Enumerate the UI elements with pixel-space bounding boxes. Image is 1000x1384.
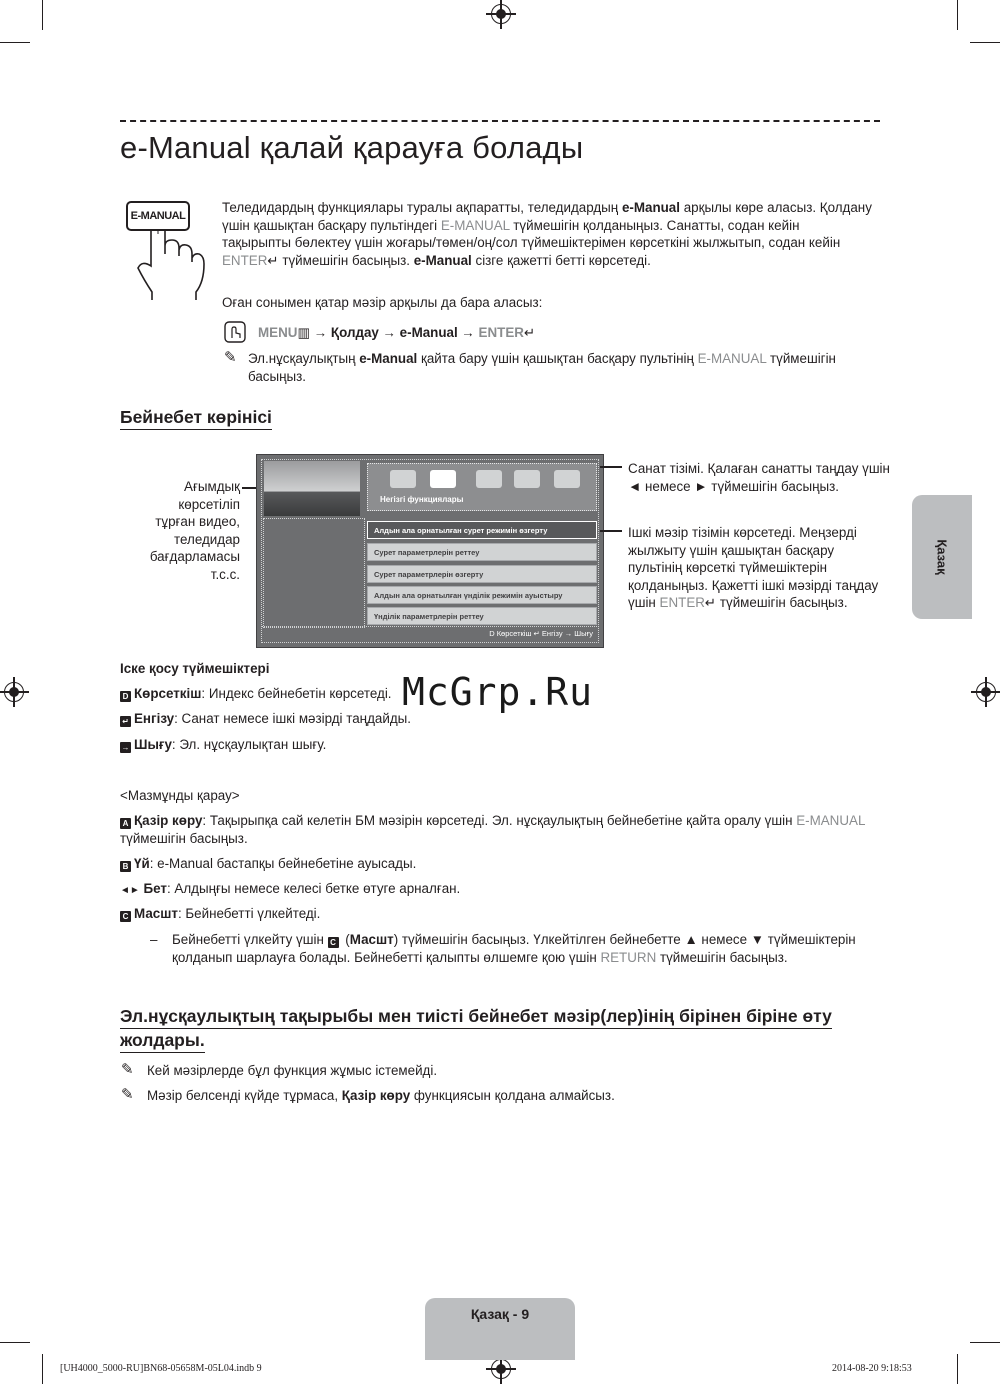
home-item: B Үй: e-Manual бастапқы бейнебетіне ауысады. [120,855,880,873]
page-number-tab [425,1298,575,1360]
submenu-item[interactable]: Алдын ала орнатылған сурет режимін өзгерту [367,521,597,539]
screen-heading: Бейнебет көрінісі [120,407,272,430]
crop-mark [0,42,30,43]
content-heading: <Мазмұнды қарау> [120,788,240,803]
category-bar [367,463,597,511]
category-icon[interactable] [514,470,540,488]
c-key-icon: C [120,911,131,922]
callout-line [600,466,622,468]
submenu-item[interactable]: Сурет параметрлерін реттеу [367,543,597,561]
crop-mark [42,1354,43,1384]
video-thumbnail [264,461,360,516]
section3-note: Мәзір белсенді күйде тұрмаса, Қазір көру функциясын қолдана алмайсыз. [147,1088,615,1103]
category-icon[interactable] [430,470,456,488]
category-icon[interactable] [390,470,416,488]
submenu-item[interactable]: Үнділік параметрлерін реттеу [367,607,597,625]
intro-note: Эл.нұсқаулықтың e-Manual қайта бару үшін қашықтан басқару пультінің E-MANUAL түймешігін басыңыз. [248,351,836,384]
right-callout-category: Санат тізімі. Қалаған санатты таңдау үшін ◄ немесе ► түймешігін басыңыз. [628,461,890,494]
right-callout-submenu: Ішкі мәзір тізімін көрсетеді. Меңзерді жылжыту үшін қашықтан басқару пультінің көрсеткі түймешіктерін қолданыңыз. Қажетті ішкі мәзірді таңдау үшін ENTER↵ түймешігін басыңыз. [628,525,879,610]
registration-mark-icon [491,4,511,24]
menu-grid-icon: ▥ [297,325,311,340]
crop-mark [957,1354,958,1384]
menu-hand-icon [224,321,246,343]
title-rule [120,120,880,122]
language-tab [912,495,972,619]
crop-mark [957,0,958,30]
b-key-icon: B [120,861,131,872]
zoom-item: C Масшт: Бейнебетті үлкейтеді. [120,905,880,923]
registration-mark-icon [491,1359,511,1379]
category-icon[interactable] [554,470,580,488]
exit-key-icon: → [121,743,130,752]
button-item: → Шығу: Эл. нұсқаулықтан шығу. [121,737,327,752]
button-item: ↵ Енгізу: Санат немесе ішкі мәзірді таңдайды. [120,710,720,728]
page-item: ◄► Бет: Алдыңғы немесе келесі бетке өтуге арналған. [120,881,461,896]
section3-heading-line1: Эл.нұсқаулықтың тақырыбы мен тиісті бейнебет мәзір(лер)інің бірінен біріне өту [120,1006,832,1029]
category-label: Негізгі функциялары [380,495,464,504]
imprint-left: [UH4000_5000-RU]BN68-05658M-05L04.indb 9 [60,1363,262,1374]
left-callout: Ағымдық көрсетіліп тұрған видео, теледидар бағдарламасы т.с.с. [149,479,240,582]
button-item: D Көрсеткіш: Индекс бейнебетін көрсетеді. [120,685,720,703]
e-manual-screen [256,454,604,648]
page-title: e-Manual қалай қарауға болады [120,130,584,165]
pencil-note-icon: ✎ [224,349,237,366]
page-number: Қазақ - 9 [470,1306,530,1322]
pencil-note-icon: ✎ [121,1086,134,1103]
enter-key-icon: ↵ [120,716,131,727]
crop-mark [970,1342,1000,1343]
intro-menu-paragraph: Оған сонымен қатар мәзір арқылы да бара аласыз: [222,295,543,310]
menu-path: MENU▥ → Қолдау → e-Manual → ENTER↵ [258,325,536,340]
enter-icon: ↵ [267,252,279,268]
d-key-icon: D [120,691,131,702]
crop-mark [0,1342,30,1343]
registration-mark-icon [976,682,996,702]
e-manual-key-icon: E-MANUAL [126,201,190,231]
a-key-icon: A [120,818,131,829]
section3-note: Кей мәзірлерде бұл функция жұмыс істемейді. [147,1063,438,1078]
crop-mark [970,42,1000,43]
submenu-item[interactable]: Сурет параметрлерін өзгерту [367,565,597,583]
try-now-item: A Қазір көру: Тақырыпқа сай келетін БМ мәзірін көрсетеді. Эл. нұсқаулықтың бейнебетіне қайта оралу үшін E-MANUAL түймешігін басыңыз. [120,813,865,846]
submenu-item[interactable]: Алдын ала орнатылған үнділік режимін ауыстыру [367,586,597,604]
zoom-dash: – [150,932,158,947]
registration-mark-icon [4,682,24,702]
language-tab-label: Қазақ [934,539,950,575]
intro-paragraph: Теледидардың функциялары туралы ақпаратты, теледидардың e-Manual арқылы көре аласыз. Қолдану үшін қашықтан басқару пультіндегі E-MANUAL түймешігін қолданыңыз. Санатты, содан кейін тақырыпты бөлектеу үшін жоғары/төмен/оң/сол түймешіктерімен көрсеткіні жылжытып, содан кейін ENTER↵ түймешігін басыңыз. e-Manual сізге қажетті бетті көрсетеді. [222,200,872,268]
screen-footer: D Көрсеткіш ↵ Енгізу → Шығу [261,626,599,643]
buttons-heading: Іске қосу түймешіктері [120,661,270,676]
category-icon[interactable] [476,470,502,488]
crop-mark [42,0,43,30]
imprint-right: 2014-08-20 9:18:53 [832,1363,912,1374]
thumbnail-area [263,518,365,628]
pencil-note-icon: ✎ [121,1061,134,1078]
c-key-icon: C [328,937,339,948]
watermark: McGrp.Ru [402,670,594,714]
left-right-arrows-icon: ◄► [120,885,140,896]
callout-line [600,530,622,532]
section3-heading-line2: жолдары. [120,1030,205,1053]
zoom-detail: Бейнебетті үлкейту үшін C (Масшт) түймешігін басыңыз. Үлкейтілген бейнебетте ▲ немесе ▼ түймешіктерін қолданып шарлауға болады. Бейнебетті қалыпты өлшемге қою үшін RETURN түймешігін басыңыз. [172,932,856,965]
enter-icon: ↵ [523,325,536,340]
enter-icon: ↵ [704,595,717,610]
